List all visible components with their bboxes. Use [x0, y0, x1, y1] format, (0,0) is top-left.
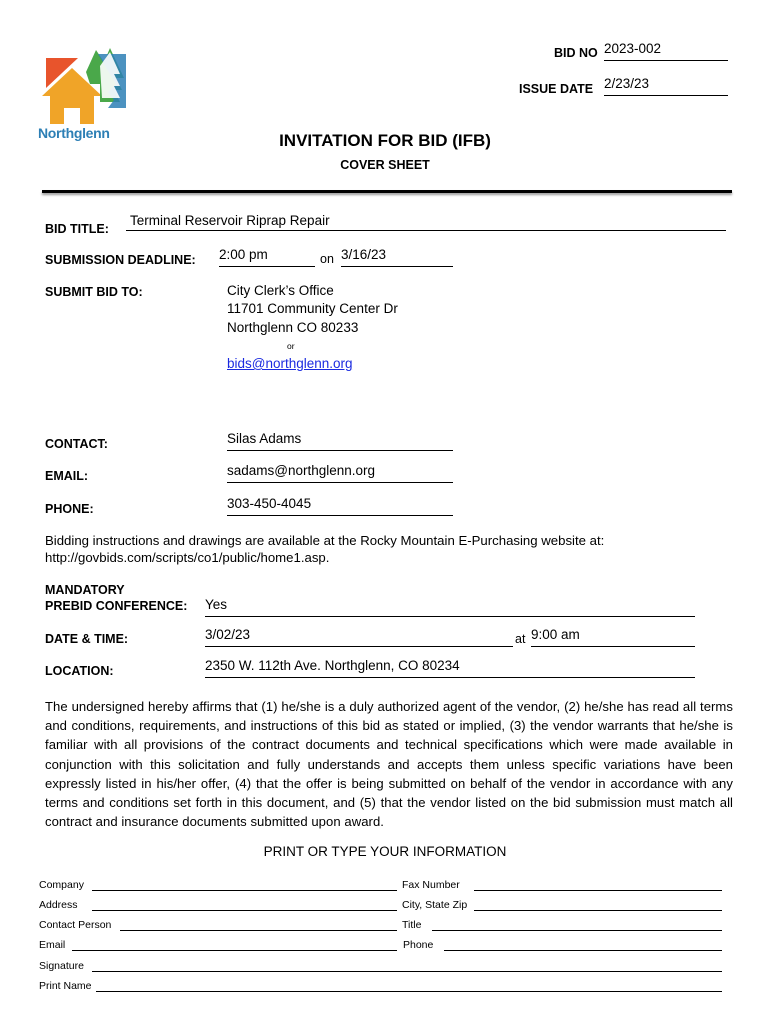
header-divider [42, 190, 732, 193]
signature-field[interactable] [92, 971, 722, 972]
contact-person-field[interactable] [120, 930, 397, 931]
page-title: INVITATION FOR BID (IFB) [279, 131, 491, 150]
print-name-label: Print Name [39, 980, 92, 992]
mandatory-label: MANDATORY [45, 583, 125, 597]
title-field[interactable] [432, 930, 722, 931]
print-name-field[interactable] [96, 991, 722, 992]
instructions-line-2: http://govbids.com/scripts/co1/public/home1.asp. [45, 550, 330, 565]
page-subtitle: COVER SHEET [340, 158, 430, 172]
deadline-date-value: 3/16/23 [341, 247, 453, 267]
print-info-heading: PRINT OR TYPE YOUR INFORMATION [263, 844, 507, 859]
instructions-line-1: Bidding instructions and drawings are available at the Rocky Mountain E-Purchasing website at: [45, 533, 605, 548]
address-field[interactable] [92, 910, 397, 911]
bids-email-link[interactable]: bids@northglenn.org [227, 356, 353, 371]
email-value: sadams@northglenn.org [227, 463, 453, 483]
deadline-time-value: 2:00 pm [219, 247, 315, 267]
affirmation-paragraph: The undersigned hereby affirms that (1) he/she is a duly authorized agent of the vendor, (2) he/she has read all terms and conditions, requirements, and instructions of this bid as stated or implied, (3) the vendor warrants that he/she is familiar with all provisions of the contract documents and technical specifications which were made available in conjunction with this solicitation and fully understands and accepts them unless specific variations have been expressly listed in his/her offer, (4) that the offer is being submitted on behalf of the vendor in accordance with any terms and conditions set forth in this document, and (5) that the vendor listed on the bid submission must match all contract and insurance documents submitted upon award. [45, 699, 733, 830]
address-line-3: Northglenn CO 80233 [227, 320, 359, 335]
bid-no-label: BID NO [554, 46, 598, 60]
on-label: on [320, 252, 334, 266]
contact-label: CONTACT: [45, 437, 108, 451]
bid-title-value: Terminal Reservoir Riprap Repair [126, 213, 726, 231]
prebid-conference-value: Yes [205, 597, 695, 617]
address-line-2: 11701 Community Center Dr [227, 301, 398, 316]
phone-form-field[interactable] [444, 950, 722, 951]
email-form-field[interactable] [72, 950, 397, 951]
at-label: at [515, 632, 526, 646]
email-label: EMAIL: [45, 469, 89, 483]
submit-bid-to-label: SUBMIT BID TO: [45, 285, 143, 299]
phone-value: 303-450-4045 [227, 496, 453, 516]
prebid-date-value: 3/02/23 [205, 627, 513, 647]
location-value: 2350 W. 112th Ave. Northglenn, CO 80234 [205, 658, 695, 678]
company-label: Company [39, 879, 84, 891]
address-label: Address [39, 899, 78, 911]
address-line-1: City Clerk’s Office [227, 283, 334, 298]
title-label: Title [402, 919, 422, 931]
northglenn-logo [38, 44, 130, 144]
fax-number-field[interactable] [474, 890, 722, 891]
company-field[interactable] [92, 890, 397, 891]
city-state-zip-label: City, State Zip [402, 899, 468, 911]
fax-number-label: Fax Number [402, 879, 460, 891]
issue-date-label: ISSUE DATE [519, 82, 594, 96]
location-label: LOCATION: [45, 664, 114, 678]
email-form-label: Email [39, 939, 66, 951]
contact-value: Silas Adams [227, 431, 453, 451]
logo-text: Northglenn [38, 125, 110, 141]
city-state-zip-field[interactable] [474, 910, 722, 911]
prebid-conference-label: PREBID CONFERENCE: [45, 599, 188, 613]
contact-person-label: Contact Person [39, 919, 112, 931]
phone-form-label: Phone [403, 939, 434, 951]
phone-label: PHONE: [45, 502, 94, 516]
northglenn-logo-icon [38, 44, 130, 124]
bid-title-label: BID TITLE: [45, 222, 109, 236]
prebid-time-value: 9:00 am [531, 627, 695, 647]
date-time-label: DATE & TIME: [45, 632, 129, 646]
or-text: or [287, 341, 295, 351]
bid-no-value: 2023-002 [604, 41, 728, 61]
signature-label: Signature [39, 960, 84, 972]
submission-deadline-label: SUBMISSION DEADLINE: [45, 253, 196, 267]
issue-date-value: 2/23/23 [604, 76, 728, 96]
